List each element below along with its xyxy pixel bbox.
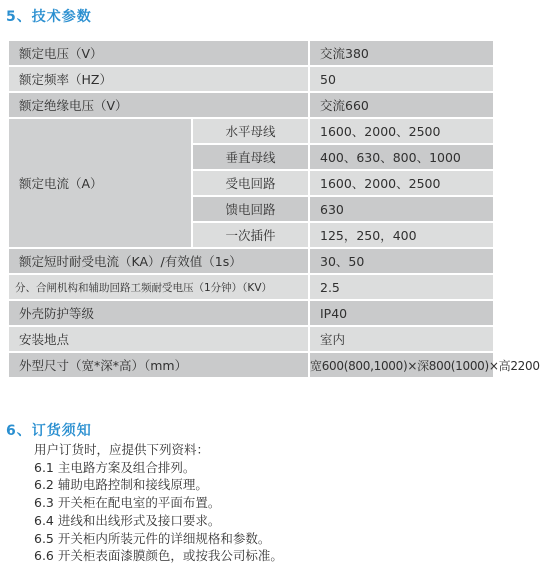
list-item: 6.1 主电路方案及组合排列。 bbox=[34, 459, 196, 475]
rated-voltage-value: 交流380 bbox=[308, 41, 493, 67]
list-item: 6.5 开关柜内所装元件的详细规格和参数。 bbox=[34, 530, 271, 546]
list-item: 6.6 开关柜表面漆膜颜色，或按我公司标准。 bbox=[34, 548, 283, 564]
section-5-title: 5、技术参数 bbox=[6, 9, 92, 25]
list-item: 6.3 开关柜在配电室的平面布置。 bbox=[34, 495, 221, 511]
rated-current-sub-value: 1600、2000、2500 bbox=[308, 119, 493, 145]
table-row bbox=[9, 327, 493, 353]
table-row bbox=[9, 249, 493, 275]
rated-current-sub-label: 受电回路 bbox=[191, 171, 308, 197]
order-notes-intro: 用户订货时，应提供下列资料： bbox=[34, 442, 210, 457]
table-row bbox=[9, 275, 493, 301]
rated-current-sub-value: 630 bbox=[308, 197, 493, 223]
dimensions-label: 外型尺寸（宽*深*高）（mm） bbox=[9, 353, 308, 379]
table-row bbox=[9, 67, 493, 93]
spec-table bbox=[9, 41, 540, 379]
rated-frequency-value: 50 bbox=[308, 67, 493, 93]
rated-frequency-label: 额定频率（HZ） bbox=[9, 67, 308, 93]
rated-current-sub-label: 一次插件 bbox=[191, 223, 308, 249]
section-6-title: 6、订货须知 bbox=[6, 423, 92, 439]
rated-current-sub-value: 1600、2000、2500 bbox=[308, 171, 493, 197]
table-row bbox=[9, 353, 493, 379]
short-time-current-label: 额定短时耐受电流（KA）/有效值（1s） bbox=[9, 249, 308, 275]
rated-insulation-voltage-label: 额定绝缘电压（V） bbox=[9, 93, 308, 119]
rated-insulation-voltage-value: 交流660 bbox=[308, 93, 493, 119]
list-item: 6.2 辅助电路控制和接线原理。 bbox=[34, 477, 208, 493]
rated-current-sub-label: 垂直母线 bbox=[191, 145, 308, 171]
table-row bbox=[9, 93, 493, 119]
rated-current-sub-value: 125，250，400 bbox=[308, 223, 493, 249]
short-time-current-value: 30、50 bbox=[308, 249, 493, 275]
rated-current-sub-label: 馈电回路 bbox=[191, 197, 308, 223]
rated-current-label: 额定电流（A） bbox=[9, 119, 191, 249]
table-row bbox=[9, 41, 493, 67]
list-item: 6.4 进线和出线形式及接口要求。 bbox=[34, 512, 221, 528]
protection-class-label: 外壳防护等级 bbox=[9, 301, 308, 327]
power-frequency-voltage-value: 2.5 bbox=[308, 275, 493, 301]
protection-class-value: IP40 bbox=[308, 301, 493, 327]
table-row bbox=[9, 301, 493, 327]
rated-current-sub-value: 400、630、800、1000 bbox=[308, 145, 493, 171]
rated-current-sub-label: 水平母线 bbox=[191, 119, 308, 145]
dimensions-value: 宽600(800,1000)×深800(1000)×高2200 bbox=[308, 353, 493, 379]
rated-voltage-label: 额定电压（V） bbox=[9, 41, 308, 67]
install-location-value: 室内 bbox=[308, 327, 493, 353]
table-row bbox=[9, 119, 493, 145]
power-frequency-voltage-label: 分、合闸机构和辅助回路工频耐受电压（1分钟）（KV） bbox=[9, 275, 308, 301]
order-notes bbox=[34, 441, 283, 565]
install-location-label: 安装地点 bbox=[9, 327, 308, 353]
